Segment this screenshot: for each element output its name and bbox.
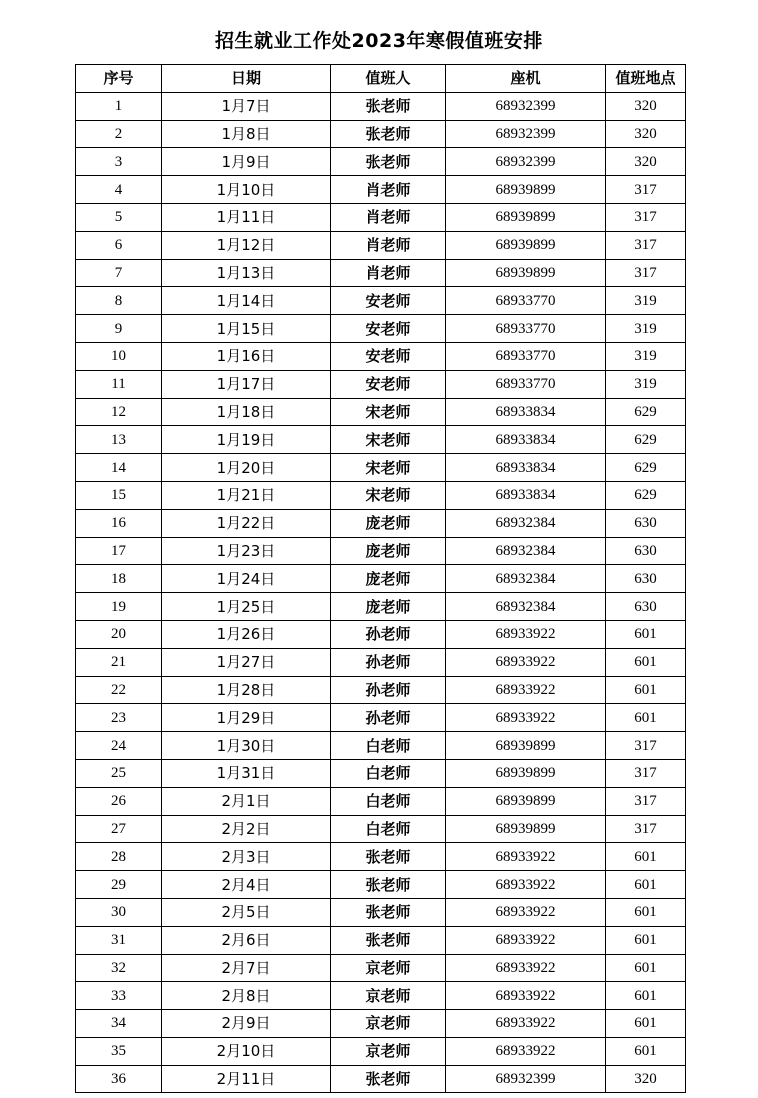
row-person-cell: 白老师 [331,815,446,843]
header-date: 日期 [162,65,331,93]
row-date-cell: 1月7日 [162,92,331,120]
header-person: 值班人 [331,65,446,93]
row-phone-cell: 68933834 [446,426,606,454]
row-person-cell: 宋老师 [331,398,446,426]
row-date-cell: 2月8日 [162,982,331,1010]
row-phone-cell: 68933922 [446,898,606,926]
row-phone-cell: 68939899 [446,259,606,287]
row-index-cell: 33 [76,982,162,1010]
row-person-cell: 京老师 [331,1037,446,1065]
row-location-cell: 317 [606,732,686,760]
row-person-cell: 张老师 [331,926,446,954]
row-person-cell: 庞老师 [331,565,446,593]
table-row [76,481,686,509]
row-index-cell: 28 [76,843,162,871]
row-date-cell: 2月2日 [162,815,331,843]
row-phone-cell: 68939899 [446,203,606,231]
table-row [76,231,686,259]
row-date-cell: 1月15日 [162,315,331,343]
table-row [76,815,686,843]
row-date-cell: 1月21日 [162,481,331,509]
row-phone-cell: 68939899 [446,787,606,815]
table-row [76,509,686,537]
row-date-cell: 2月9日 [162,1010,331,1038]
row-phone-cell: 68933922 [446,1010,606,1038]
row-phone-cell: 68939899 [446,815,606,843]
row-person-cell: 张老师 [331,92,446,120]
row-location-cell: 601 [606,620,686,648]
row-index-cell: 23 [76,704,162,732]
table-row [76,843,686,871]
row-date-cell: 1月19日 [162,426,331,454]
row-date-cell: 2月10日 [162,1037,331,1065]
row-index-cell: 7 [76,259,162,287]
table-row [76,92,686,120]
table-row [76,454,686,482]
row-index-cell: 13 [76,426,162,454]
row-phone-cell: 68933770 [446,342,606,370]
row-person-cell: 庞老师 [331,593,446,621]
row-location-cell: 317 [606,787,686,815]
row-person-cell: 安老师 [331,287,446,315]
row-location-cell: 601 [606,982,686,1010]
row-location-cell: 319 [606,287,686,315]
row-date-cell: 1月14日 [162,287,331,315]
row-index-cell: 11 [76,370,162,398]
header-location: 值班地点 [606,65,686,93]
row-person-cell: 孙老师 [331,676,446,704]
row-index-cell: 19 [76,593,162,621]
table-row [76,982,686,1010]
table-row [76,426,686,454]
row-date-cell: 1月29日 [162,704,331,732]
row-person-cell: 白老师 [331,759,446,787]
row-index-cell: 10 [76,342,162,370]
row-person-cell: 肖老师 [331,231,446,259]
row-date-cell: 1月10日 [162,176,331,204]
row-index-cell: 6 [76,231,162,259]
row-date-cell: 1月28日 [162,676,331,704]
row-index-cell: 14 [76,454,162,482]
row-phone-cell: 68933922 [446,620,606,648]
duty-schedule-table [75,64,686,1093]
row-phone-cell: 68933770 [446,370,606,398]
row-date-cell: 1月9日 [162,148,331,176]
row-person-cell: 宋老师 [331,481,446,509]
row-phone-cell: 68939899 [446,759,606,787]
row-location-cell: 601 [606,898,686,926]
table-row [76,370,686,398]
table-row [76,537,686,565]
row-location-cell: 320 [606,92,686,120]
row-person-cell: 张老师 [331,843,446,871]
table-row [76,120,686,148]
table-row [76,148,686,176]
row-date-cell: 1月31日 [162,759,331,787]
table-row [76,676,686,704]
row-index-cell: 26 [76,787,162,815]
row-index-cell: 24 [76,732,162,760]
row-date-cell: 1月25日 [162,593,331,621]
row-phone-cell: 68933922 [446,1037,606,1065]
row-index-cell: 12 [76,398,162,426]
row-person-cell: 庞老师 [331,509,446,537]
row-index-cell: 25 [76,759,162,787]
row-phone-cell: 68933834 [446,398,606,426]
row-location-cell: 630 [606,509,686,537]
row-phone-cell: 68932399 [446,1065,606,1093]
table-header-row [76,65,686,93]
row-phone-cell: 68939899 [446,176,606,204]
row-person-cell: 肖老师 [331,203,446,231]
table-row [76,620,686,648]
row-index-cell: 2 [76,120,162,148]
row-index-cell: 29 [76,871,162,899]
row-date-cell: 1月30日 [162,732,331,760]
row-location-cell: 317 [606,815,686,843]
row-location-cell: 320 [606,120,686,148]
row-date-cell: 2月3日 [162,843,331,871]
row-index-cell: 4 [76,176,162,204]
row-phone-cell: 68933922 [446,843,606,871]
row-location-cell: 630 [606,537,686,565]
table-row [76,898,686,926]
row-phone-cell: 68932384 [446,565,606,593]
row-phone-cell: 68933834 [446,481,606,509]
row-person-cell: 京老师 [331,982,446,1010]
table-row [76,954,686,982]
row-person-cell: 安老师 [331,315,446,343]
row-index-cell: 31 [76,926,162,954]
row-location-cell: 601 [606,704,686,732]
row-person-cell: 孙老师 [331,620,446,648]
row-location-cell: 601 [606,648,686,676]
row-index-cell: 36 [76,1065,162,1093]
row-person-cell: 孙老师 [331,648,446,676]
table-row [76,926,686,954]
row-person-cell: 安老师 [331,370,446,398]
table-row [76,704,686,732]
row-phone-cell: 68933922 [446,704,606,732]
row-phone-cell: 68933922 [446,871,606,899]
row-date-cell: 2月6日 [162,926,331,954]
row-location-cell: 601 [606,954,686,982]
table-row [76,315,686,343]
row-location-cell: 317 [606,176,686,204]
row-index-cell: 16 [76,509,162,537]
row-index-cell: 34 [76,1010,162,1038]
row-phone-cell: 68932384 [446,593,606,621]
row-phone-cell: 68933770 [446,315,606,343]
row-date-cell: 1月11日 [162,203,331,231]
row-date-cell: 1月16日 [162,342,331,370]
table-row [76,1037,686,1065]
row-location-cell: 317 [606,259,686,287]
row-location-cell: 629 [606,481,686,509]
row-phone-cell: 68933922 [446,926,606,954]
row-location-cell: 319 [606,315,686,343]
row-date-cell: 1月27日 [162,648,331,676]
row-location-cell: 629 [606,426,686,454]
row-person-cell: 宋老师 [331,454,446,482]
row-location-cell: 317 [606,231,686,259]
row-index-cell: 20 [76,620,162,648]
row-index-cell: 8 [76,287,162,315]
row-location-cell: 629 [606,398,686,426]
row-location-cell: 320 [606,1065,686,1093]
row-location-cell: 630 [606,593,686,621]
row-location-cell: 320 [606,148,686,176]
row-location-cell: 601 [606,926,686,954]
row-person-cell: 张老师 [331,120,446,148]
row-location-cell: 601 [606,676,686,704]
row-phone-cell: 68932399 [446,120,606,148]
table-body [76,92,686,1093]
table-row [76,732,686,760]
table-row [76,648,686,676]
table-row [76,1010,686,1038]
row-location-cell: 601 [606,871,686,899]
row-location-cell: 319 [606,342,686,370]
row-person-cell: 京老师 [331,1010,446,1038]
row-phone-cell: 68939899 [446,732,606,760]
row-phone-cell: 68932384 [446,537,606,565]
table-row [76,871,686,899]
row-person-cell: 宋老师 [331,426,446,454]
table-row [76,342,686,370]
header-index: 序号 [76,65,162,93]
row-date-cell: 1月24日 [162,565,331,593]
row-date-cell: 1月22日 [162,509,331,537]
row-phone-cell: 68933834 [446,454,606,482]
row-date-cell: 1月8日 [162,120,331,148]
row-phone-cell: 68933770 [446,287,606,315]
row-person-cell: 张老师 [331,1065,446,1093]
row-date-cell: 2月7日 [162,954,331,982]
row-date-cell: 1月18日 [162,398,331,426]
row-location-cell: 319 [606,370,686,398]
row-person-cell: 孙老师 [331,704,446,732]
row-date-cell: 1月13日 [162,259,331,287]
row-location-cell: 630 [606,565,686,593]
row-index-cell: 1 [76,92,162,120]
table-row [76,203,686,231]
row-person-cell: 白老师 [331,732,446,760]
row-location-cell: 317 [606,203,686,231]
row-date-cell: 2月11日 [162,1065,331,1093]
table-row [76,259,686,287]
row-phone-cell: 68932399 [446,92,606,120]
row-date-cell: 1月23日 [162,537,331,565]
row-location-cell: 601 [606,1010,686,1038]
row-phone-cell: 68933922 [446,676,606,704]
row-person-cell: 肖老师 [331,176,446,204]
row-location-cell: 601 [606,843,686,871]
row-date-cell: 1月20日 [162,454,331,482]
row-index-cell: 22 [76,676,162,704]
row-date-cell: 1月17日 [162,370,331,398]
row-index-cell: 9 [76,315,162,343]
row-person-cell: 张老师 [331,871,446,899]
page-title: 招生就业工作处2023年寒假值班安排 [215,30,543,52]
table-row [76,565,686,593]
row-date-cell: 2月5日 [162,898,331,926]
row-phone-cell: 68933922 [446,982,606,1010]
row-index-cell: 30 [76,898,162,926]
table-row [76,398,686,426]
row-person-cell: 京老师 [331,954,446,982]
table-row [76,287,686,315]
row-person-cell: 白老师 [331,787,446,815]
row-date-cell: 2月4日 [162,871,331,899]
row-person-cell: 庞老师 [331,537,446,565]
row-index-cell: 15 [76,481,162,509]
row-date-cell: 1月12日 [162,231,331,259]
row-person-cell: 张老师 [331,898,446,926]
row-location-cell: 629 [606,454,686,482]
row-person-cell: 肖老师 [331,259,446,287]
row-index-cell: 18 [76,565,162,593]
row-phone-cell: 68933922 [446,954,606,982]
row-index-cell: 27 [76,815,162,843]
table-row [76,176,686,204]
row-person-cell: 安老师 [331,342,446,370]
table-row [76,759,686,787]
row-phone-cell: 68932399 [446,148,606,176]
row-location-cell: 317 [606,759,686,787]
table-row [76,593,686,621]
row-index-cell: 5 [76,203,162,231]
row-phone-cell: 68933922 [446,648,606,676]
table-row [76,787,686,815]
row-person-cell: 张老师 [331,148,446,176]
row-index-cell: 21 [76,648,162,676]
row-phone-cell: 68932384 [446,509,606,537]
row-date-cell: 2月1日 [162,787,331,815]
row-phone-cell: 68939899 [446,231,606,259]
row-location-cell: 601 [606,1037,686,1065]
row-index-cell: 35 [76,1037,162,1065]
row-index-cell: 32 [76,954,162,982]
header-phone: 座机 [446,65,606,93]
row-index-cell: 17 [76,537,162,565]
row-index-cell: 3 [76,148,162,176]
row-date-cell: 1月26日 [162,620,331,648]
table-row [76,1065,686,1093]
